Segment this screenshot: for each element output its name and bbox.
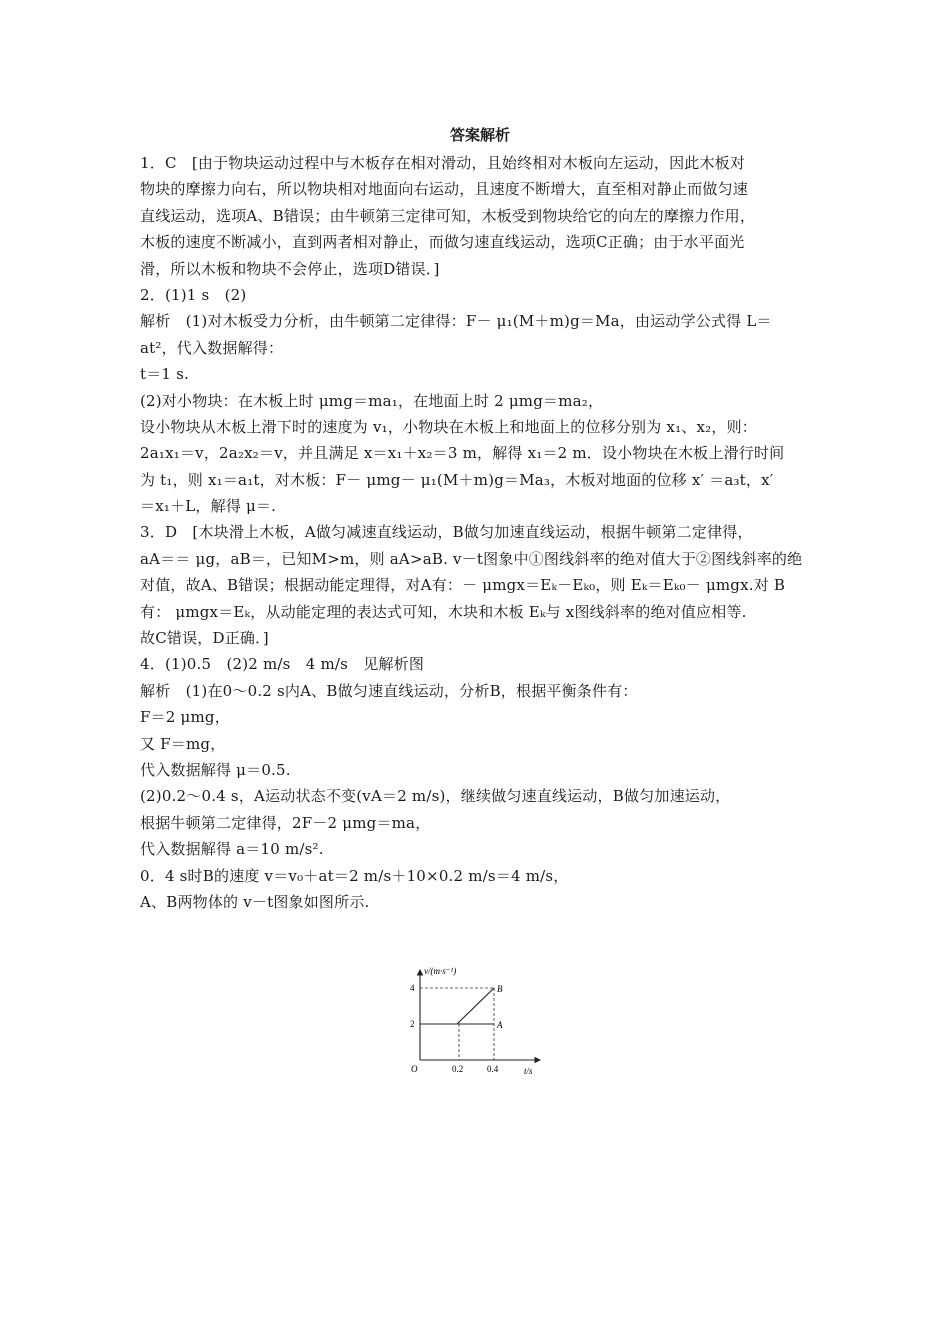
y-tick-2: 2 xyxy=(410,1019,415,1029)
series-a-label: A xyxy=(497,1020,503,1030)
series-b-line xyxy=(457,988,494,1024)
text-line: 3．D [木块滑上木板，A做匀减速直线运动，B做匀加速直线运动，根据牛顿第二定律得， xyxy=(140,523,753,542)
answer-text-block xyxy=(140,150,820,915)
text-line: 故C错误，D正确．] xyxy=(140,629,269,648)
text-line: at²，代入数据解得： xyxy=(140,338,284,357)
text-line: (2)0.2～0.4 s，A运动状态不变(vA＝2 m/s)，继续做匀速直线运动，B做匀加速运动， xyxy=(140,787,731,806)
text-line: t＝1 s. xyxy=(140,365,190,384)
text-line: 代入数据解得 μ＝0.5. xyxy=(140,760,291,779)
text-line: 直线运动，选项A、B错误；由牛顿第三定律可知，木板受到物块给它的向左的摩擦力作用， xyxy=(140,206,756,225)
text-line: 2．(1)1 s (2) xyxy=(140,285,247,304)
text-line: 物块的摩擦力向右，所以物块相对地面向右运动，且速度不断增大，直至相对静止而做匀速 xyxy=(140,180,749,199)
text-line: 2a₁x₁＝v，2a₂x₂＝v，并且满足 x＝x₁＋x₂＝3 m，解得 x₁＝2 m．设小物块在木板上滑行时间 xyxy=(140,444,785,463)
text-line: 解析 (1)在0～0.2 s内A、B做匀速直线运动，分析B，根据平衡条件有： xyxy=(140,681,638,700)
x-tick-0.4: 0.4 xyxy=(487,1064,499,1074)
answer-page xyxy=(140,122,820,915)
text-line: ＝x₁＋L，解得 μ＝. xyxy=(140,497,277,516)
page-title: 答案解析 xyxy=(449,126,510,144)
text-line: 0．4 s时B的速度 v＝v₀＋at＝2 m/s＋10×0.2 m/s＝4 m/s， xyxy=(140,866,569,885)
text-line: 根据牛顿第二定律得，2F－2 μmg＝ma， xyxy=(140,813,431,832)
text-line: (2)对小物块：在木板上时 μmg＝ma₁，在地面上时 2 μmg＝ma₂， xyxy=(140,391,604,410)
text-line: F＝2 μmg， xyxy=(140,708,230,727)
series-b-label: B xyxy=(497,984,503,994)
x-axis-label: t/s xyxy=(524,1066,533,1076)
vt-graph xyxy=(408,964,548,1080)
text-line: 木板的速度不断减小，直到两者相对静止，而做匀速直线运动，选项C正确；由于水平面光 xyxy=(140,233,745,252)
text-line: 1．C [由于物块运动过程中与木板存在相对滑动，且始终相对木板向左运动，因此木板对 xyxy=(140,154,746,172)
text-line: 滑，所以木板和物块不会停止，选项D错误．] xyxy=(140,259,440,278)
text-line: 又 F＝mg， xyxy=(140,734,226,753)
text-line: aA＝＝ μg，aB＝，已知M>m，则 aA>aB. v－t图象中①图线斜率的绝对值大于②图线斜率的绝 xyxy=(140,549,803,568)
text-line: 对值，故A、B错误；根据动能定理得，对A有：－ μmgx＝Eₖ－Eₖ₀，则 Eₖ＝Eₖ₀－ μmgx.对 B xyxy=(140,576,786,595)
x-tick-0.2: 0.2 xyxy=(452,1064,464,1074)
text-line: 代入数据解得 a＝10 m/s². xyxy=(140,840,324,859)
text-line: 为 t₁，则 x₁＝a₁t，对木板：F－ μmg－ μ₁(M＋m)g＝Ma₃，木板对地面的位移 x′ ＝a₃t，x′ xyxy=(140,470,774,489)
text-line: 设小物块从木板上滑下时的速度为 v₁，小物块在木板上和地面上的位移分别为 x₁、x₂，则： xyxy=(140,417,757,436)
text-line: 有： μmgx＝Eₖ，从动能定理的表达式可知，木块和木板 Eₖ与 x图线斜率的绝对值应相等. xyxy=(140,602,747,621)
text-line: 解析 (1)对木板受力分析，由牛顿第二定律得：F－ μ₁(M＋m)g＝Ma，由运动学公式得 L＝ xyxy=(140,312,772,331)
text-line: 4．(1)0.5 (2)2 m/s 4 m/s 见解析图 xyxy=(140,655,425,674)
y-tick-4: 4 xyxy=(410,983,415,993)
text-line: A、B两物体的 v－t图象如图所示. xyxy=(140,892,370,911)
origin-label: O xyxy=(411,1064,418,1074)
y-axis-label: v/(m·s⁻¹) xyxy=(424,966,457,976)
